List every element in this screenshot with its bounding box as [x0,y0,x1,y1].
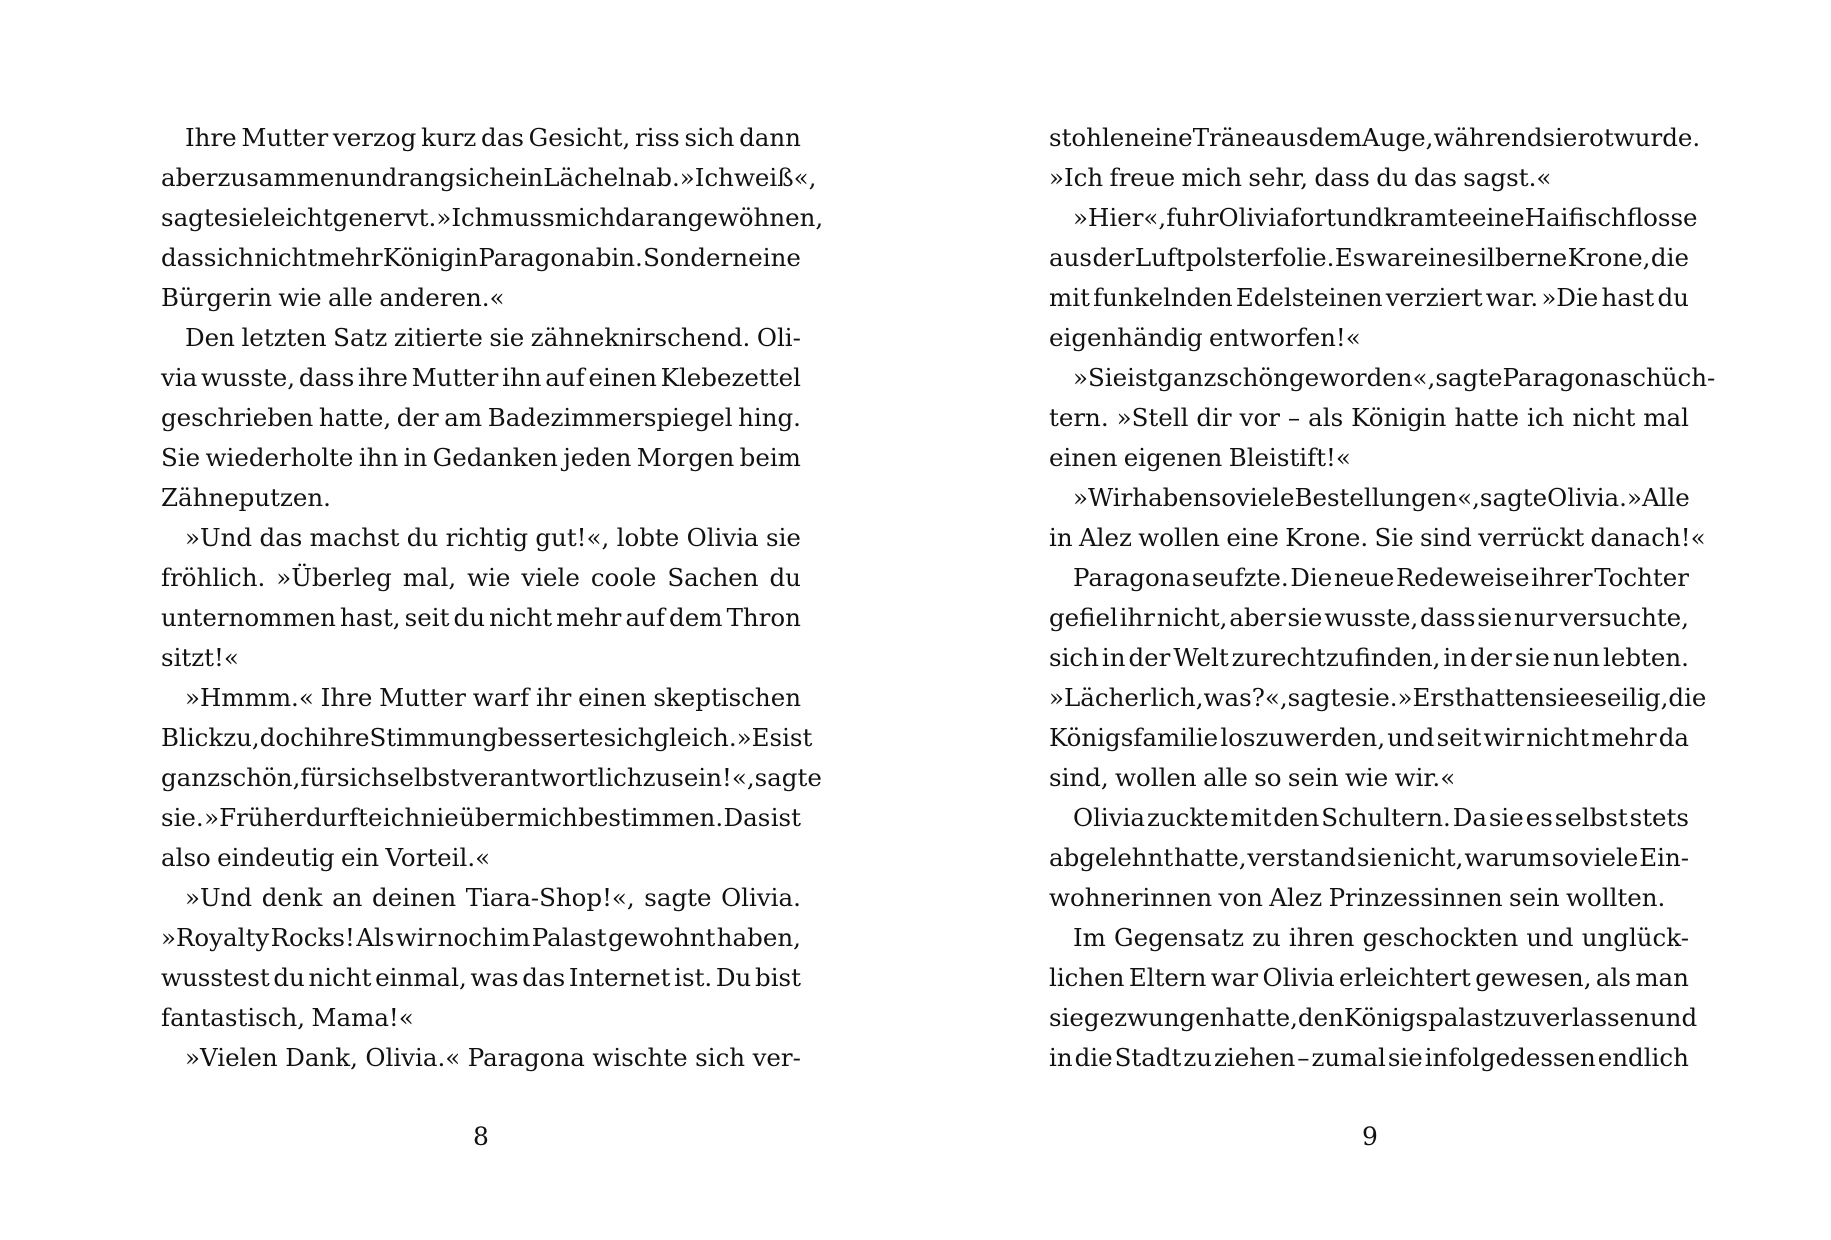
text-line: Paragona seufzte. Die neue Redeweise ihrer Tochter [1073,563,1689,592]
right-page-text [1049,118,1716,1078]
text-line: einen eigenen Bleistift!« [1049,443,1351,472]
text-line: »Vielen Dank, Olivia.« Paragona wischte sich ver- [185,1043,801,1072]
text-line: in Alez wollen eine Krone. Sie sind verrückt danach!« [1049,523,1706,552]
text-line: dass ich nicht mehr Königin Paragona bin. Sondern eine [161,243,801,272]
text-line: »Hmmm.« Ihre Mutter warf ihr einen skeptischen [185,683,801,712]
text-line: sich in der Welt zurechtzufinden, in der sie nun lebten. [1049,643,1689,672]
text-line: sagte sie leicht genervt. »Ich muss mich daran gewöhnen, [161,203,824,232]
text-line: stohlen eine Träne aus dem Auge, während sie rot wurde. [1049,123,1701,152]
text-line: aber zusammen und rang sich ein Lächeln ab. »Ich weiß«, [161,163,817,192]
text-line: fantastisch, Mama!« [161,1003,414,1032]
text-line: via wusste, dass ihre Mutter ihn auf einen Klebezettel [161,363,801,392]
text-line: unternommen hast, seit du nicht mehr auf dem Thron [161,603,801,632]
text-line: ganz schön, für sich selbst verantwortlich zu sein!«, sagte [161,763,822,792]
text-line: Olivia zuckte mit den Schultern. Da sie es selbst stets [1073,803,1689,832]
text-line: »Und denk an deinen Tiara-Shop!«, sagte Olivia. [185,883,801,912]
text-line: lichen Eltern war Olivia erleichtert gewesen, als man [1049,963,1689,992]
text-line: sitzt!« [161,643,239,672]
text-line: in die Stadt zu ziehen – zumal sie infolgedessen endlich [1049,1043,1689,1072]
page-number-right: 9 [1362,1122,1378,1151]
text-line: Ihre Mutter verzog kurz das Gesicht, riss sich dann [185,123,801,152]
text-line: Den letzten Satz zitierte sie zähneknirschend. Oli- [185,323,801,352]
left-page-text [161,118,824,1078]
text-line: sie. »Früher durfte ich nie über mich bestimmen. Das ist [161,803,801,832]
text-line: sind, wollen alle so sein wie wir.« [1049,763,1456,792]
text-line: wusstest du nicht einmal, was das Internet ist. Du bist [161,963,801,992]
text-line: sie gezwungen hatte, den Königspalast zu verlassen und [1049,1003,1698,1032]
text-line: Sie wiederholte ihn in Gedanken jeden Morgen beim [161,443,801,472]
text-line: Im Gegensatz zu ihren geschockten und unglück- [1073,923,1689,952]
text-line: also eindeutig ein Vorteil.« [161,843,491,872]
text-line: geschrieben hatte, der am Badezimmerspiegel hing. [161,403,801,432]
page-number-left: 8 [473,1122,489,1151]
text-line: gefiel ihr nicht, aber sie wusste, dass sie nur versuchte, [1049,603,1689,632]
text-line: abgelehnt hatte, verstand sie nicht, warum so viele Ein- [1049,843,1689,872]
text-line: Blick zu, doch ihre Stimmung besserte sich gleich. »Es ist [161,723,813,752]
text-line: tern. »Stell dir vor – als Königin hatte ich nicht mal [1049,403,1689,432]
text-line: eigenhändig entworfen!« [1049,323,1361,352]
text-line: »Royalty Rocks! Als wir noch im Palast gewohnt haben, [161,923,801,952]
text-line: »Wir haben so viele Bestellungen«, sagte Olivia. »Alle [1073,483,1690,512]
text-line: fröhlich. »Überleg mal, wie viele coole Sachen du [161,563,801,592]
text-line: Zähneputzen. [161,483,331,512]
text-line: »Sie ist ganz schön geworden«, sagte Paragona schüch- [1073,363,1716,392]
text-line: Bürgerin wie alle anderen.« [161,283,505,312]
text-line: Königsfamilie loszuwerden, und seit wir nicht mehr da [1049,723,1689,752]
text-line: wohnerinnen von Alez Prinzessinnen sein wollten. [1049,883,1666,912]
text-line: »Lächerlich, was?«, sagte sie. »Erst hatten sie es eilig, die [1049,683,1707,712]
text-line: »Und das machst du richtig gut!«, lobte Olivia sie [185,523,801,552]
text-line: »Ich freue mich sehr, dass du das sagst.« [1049,163,1552,192]
text-line: mit funkelnden Edelsteinen verziert war. »Die hast du [1049,283,1689,312]
text-line: aus der Luftpolsterfolie. Es war eine silberne Krone, die [1049,243,1689,272]
text-line: »Hier«, fuhr Olivia fort und kramte eine Haifischflosse [1073,203,1698,232]
